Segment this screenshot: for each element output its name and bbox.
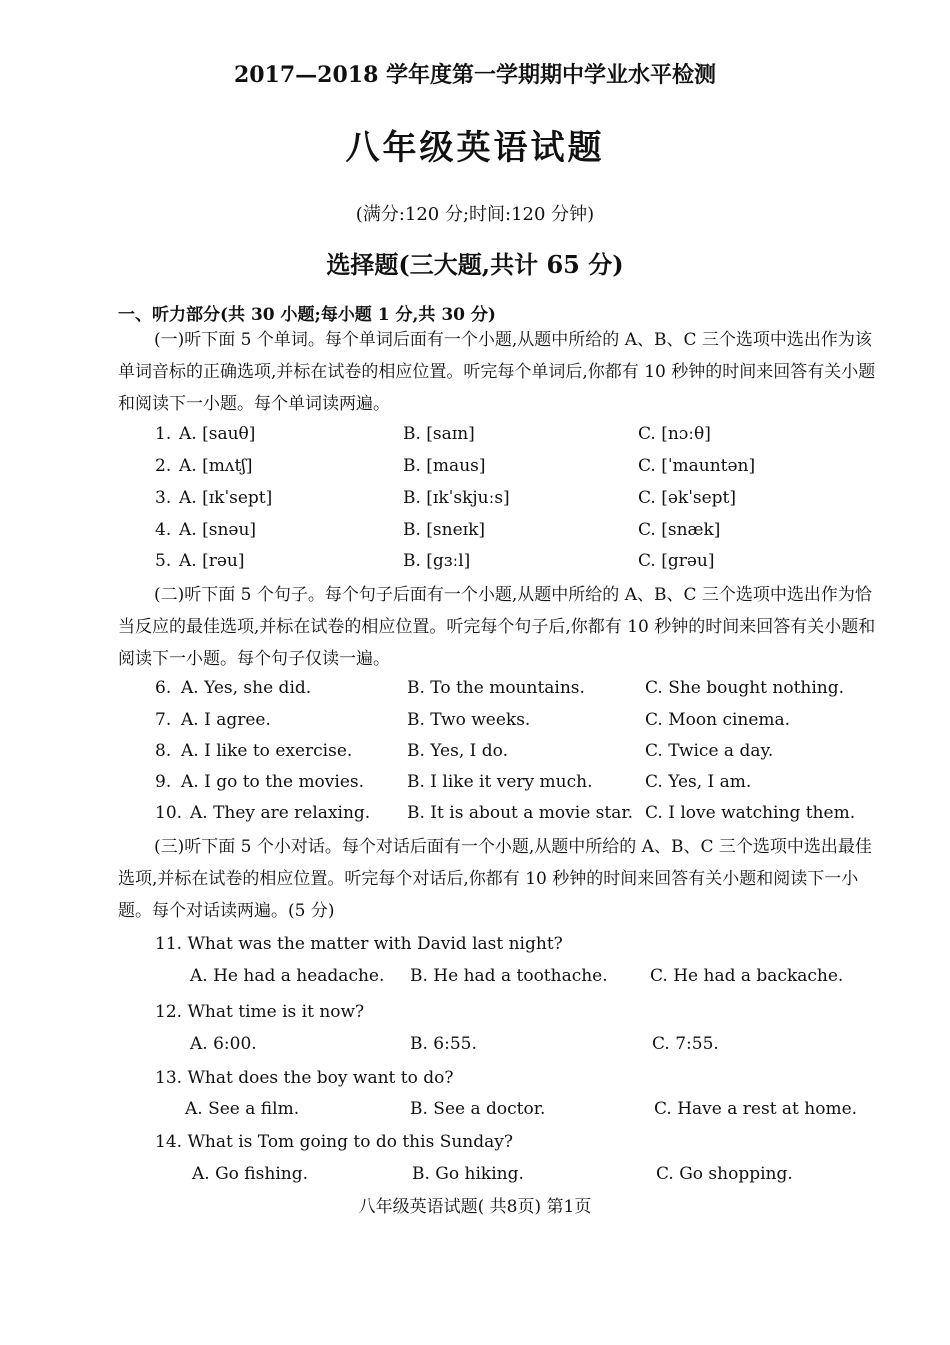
question-number: 3. [155, 488, 172, 508]
option-c: C. [ˈmauntən] [638, 456, 756, 476]
option-a: A. [sauθ] [179, 424, 256, 444]
question-row [0, 710, 950, 740]
option-b: B. It is about a movie star. [407, 803, 634, 823]
option-c: C. Moon cinema. [645, 710, 791, 730]
option-b: B. [maus] [403, 456, 486, 476]
question-row [0, 424, 950, 454]
question-number: 8. [155, 741, 172, 761]
subject-title: 八年级英语试题 [345, 128, 605, 168]
question-options [0, 1034, 950, 1064]
option-b: B. I like it very much. [407, 772, 593, 792]
question-row [0, 803, 950, 833]
option-c: C. She bought nothing. [645, 678, 845, 698]
question-text: 14. What is Tom going to do this Sunday? [155, 1132, 513, 1152]
option-b: B. [ɪkˈskjuːs] [403, 488, 510, 508]
option-b: B. [sneɪk] [403, 520, 486, 540]
option-c: C. [əkˈsept] [638, 488, 737, 508]
sub1-instruction: (一)听下面 5 个单词。每个单词后面有一个小题,从题中所给的 A、B、C 三个选项中选出作为该单词音标的正确选项,并标在试卷的相应位置。听完每个单词后,你都有 10 秒钟的时间来回答有关小题和阅读下一小题。每个单词读两遍。 [118, 330, 876, 414]
option-b: B. He had a toothache. [410, 966, 608, 986]
option-c: C. 7:55. [652, 1034, 719, 1054]
option-b: B. See a doctor. [410, 1099, 546, 1119]
option-a: A. I like to exercise. [181, 741, 353, 761]
question-number: 10. [155, 803, 183, 823]
option-c: C. Yes, I am. [645, 772, 752, 792]
sub3-instruction: (三)听下面 5 个小对话。每个对话后面有一个小题,从题中所给的 A、B、C 三个选项中选出最佳选项,并标在试卷的相应位置。听完每个对话后,你都有 10 秒钟的时间来回答有关小题和阅读下一小题。每个对话读两遍。(5 分) [118, 837, 872, 921]
part-title: 一、听力部分(共 30 小题;每小题 1 分,共 30 分) [118, 305, 496, 325]
option-a: A. I agree. [181, 710, 271, 730]
question-options [0, 1099, 950, 1129]
question-number: 1. [155, 424, 172, 444]
question-row [0, 741, 950, 771]
option-a: A. Yes, she did. [181, 678, 312, 698]
option-b: B. To the mountains. [407, 678, 585, 698]
question-options [0, 1164, 950, 1194]
option-a: A. See a film. [185, 1099, 300, 1119]
question-text: 13. What does the boy want to do? [155, 1068, 454, 1088]
question-row [0, 772, 950, 802]
question-number: 4. [155, 520, 172, 540]
sub2-instruction: (二)听下面 5 个句子。每个句子后面有一个小题,从题中所给的 A、B、C 三个选项中选出作为恰当反应的最佳选项,并标在试卷的相应位置。听完每个句子后,你都有 10 秒钟的时间来回答有关小题和阅读下一小题。每个句子仅读一遍。 [118, 585, 876, 669]
option-a: A. [ɪkˈsept] [179, 488, 273, 508]
option-a: A. I go to the movies. [181, 772, 365, 792]
option-c: C. Go shopping. [656, 1164, 793, 1184]
option-c: C. Have a rest at home. [654, 1099, 858, 1119]
option-a: A. [mʌtʃ] [179, 456, 253, 476]
option-c: C. I love watching them. [645, 803, 856, 823]
question-row [0, 456, 950, 486]
option-b: B. Two weeks. [407, 710, 531, 730]
option-b: B. [gɜːl] [403, 551, 471, 571]
option-c: C. [nɔːθ] [638, 424, 711, 444]
option-b: B. [saɪn] [403, 424, 475, 444]
question-number: 7. [155, 710, 172, 730]
option-c: C. [grəu] [638, 551, 715, 571]
option-a: A. Go fishing. [192, 1164, 308, 1184]
option-a: A. They are relaxing. [190, 803, 371, 823]
question-number: 6. [155, 678, 172, 698]
option-b: B. 6:55. [410, 1034, 477, 1054]
question-number: 2. [155, 456, 172, 476]
option-c: C. [snæk] [638, 520, 721, 540]
option-a: A. [snəu] [179, 520, 257, 540]
option-c: C. He had a backache. [650, 966, 844, 986]
question-row [0, 488, 950, 518]
exam-title: 2017—2018 学年度第一学期期中学业水平检测 [233, 62, 717, 88]
question-text: 12. What time is it now? [155, 1002, 365, 1022]
page-footer: 八年级英语试题( 共8页) 第1页 [358, 1197, 592, 1217]
question-row [0, 551, 950, 581]
option-b: B. Go hiking. [412, 1164, 524, 1184]
score-info: (满分:120 分;时间:120 分钟) [355, 204, 595, 225]
question-number: 5. [155, 551, 172, 571]
option-a: A. [rəu] [179, 551, 245, 571]
option-c: C. Twice a day. [645, 741, 774, 761]
question-number: 9. [155, 772, 172, 792]
question-text: 11. What was the matter with David last night? [155, 934, 563, 954]
option-a: A. 6:00. [190, 1034, 257, 1054]
question-row [0, 520, 950, 550]
option-a: A. He had a headache. [190, 966, 385, 986]
question-row [0, 678, 950, 708]
section-title: 选择题(三大题,共计 65 分) [326, 250, 624, 279]
option-b: B. Yes, I do. [407, 741, 508, 761]
question-options [0, 966, 950, 996]
